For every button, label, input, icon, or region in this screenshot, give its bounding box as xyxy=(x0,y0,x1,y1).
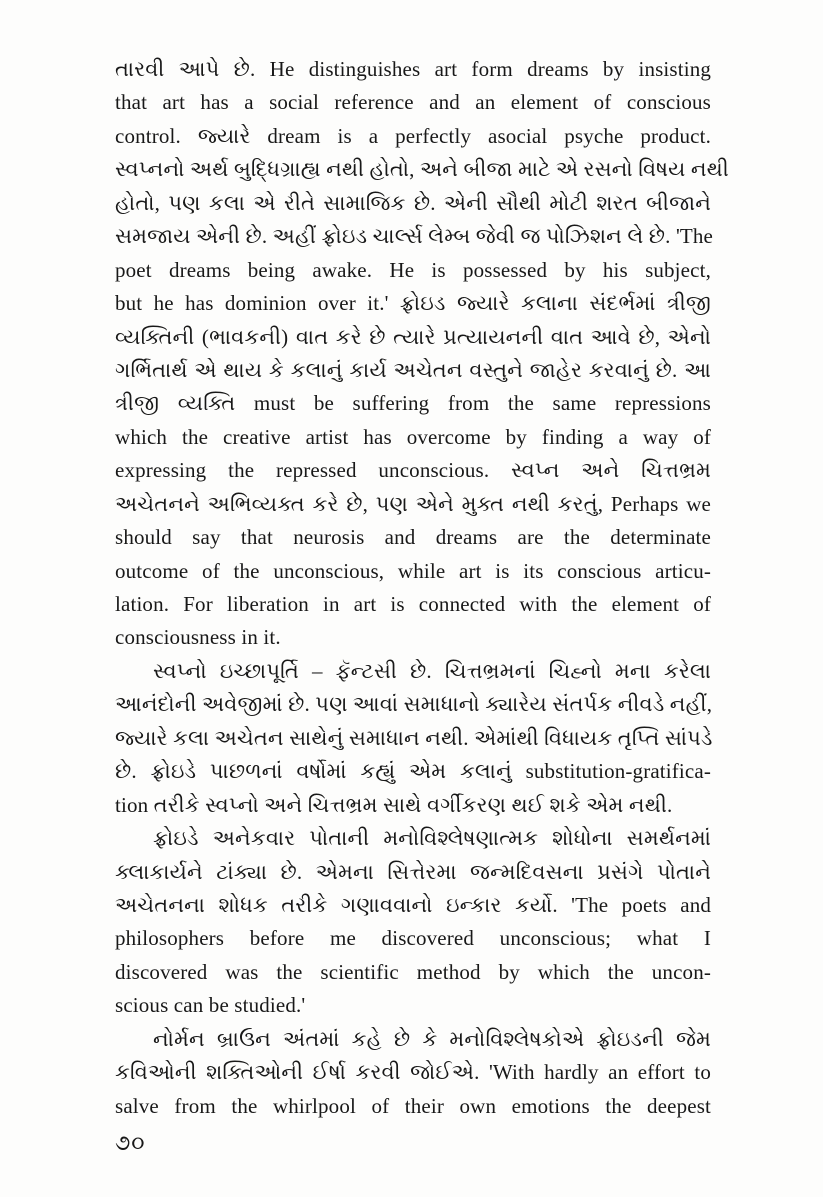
text-line: expressing the repressed unconscious. સ્વપ્ન અને ચિત્તભ્રમ xyxy=(115,458,711,483)
text-line: સ્વપ્નનો અર્થ બુદ્ધિગ્રાહ્ય નથી હોતો, અને બીજા માટે એ રસનો વિષય નથી xyxy=(115,157,729,182)
text-line: lation. For liberation in art is connected with the element of xyxy=(115,592,711,616)
text-line: salve from the whirlpool of their own emotions the deepest xyxy=(115,1093,711,1118)
text-line: હોતો, પણ કલા એ રીતે સામાજિક છે. એની સૌથી મોટી શરત બીજાને xyxy=(115,190,711,215)
text-line: ત્રીજી વ્યક્તિ must be suffering from the same repressions xyxy=(115,391,711,416)
text-line: should say that neurosis and dreams are the determinate xyxy=(115,525,711,550)
text-line: સમજાય એની છે. અહીં ફ્રોઇડ ચાર્લ્સ લેમ્બ જેવી જ પોઝિશન લે છે. 'The xyxy=(115,224,713,249)
text-line: philosophers before me discovered unconscious; what I xyxy=(115,926,711,951)
text-line: આનંદોની અવેજીમાં છે. પણ આવાં સમાધાનો ક્યારેય સંતર્પક નીવડે નહીં, xyxy=(115,692,713,717)
text-line: outcome of the unconscious, while art is its conscious articu- xyxy=(115,558,711,583)
text-line: poet dreams being awake. He is possessed by his subject, xyxy=(115,257,711,282)
text-line: છે. ફ્રોઇડે પાછળનાં વર્ષોમાં કહ્યું એમ કલાનું substitution-gratifica- xyxy=(115,759,711,784)
text-line: વ્યક્તિની (ભાવકની) વાત કરે છે ત્યારે પ્રત્યાયનની વાત આવે છે, એનો xyxy=(115,324,711,349)
text-line: જ્યારે કલા અચેતન સાથેનું સમાધાન નથી. એમાંથી વિધાયક તૃપ્તિ સાંપડે xyxy=(115,725,713,750)
text-line: તારવી આપે છે. He distinguishes art form dreams by insisting xyxy=(115,57,711,81)
text-line: અચેતનના શોધક તરીકે ગણાવવાનો ઇન્કાર કર્યો. 'The poets and xyxy=(115,892,711,917)
text-line: that art has a social reference and an element of conscious xyxy=(115,90,711,115)
text-line: which the creative artist has overcome by finding a way of xyxy=(115,424,711,449)
text-line: અચેતનને અભિવ્યક્ત કરે છે, પણ એને મુક્ત નથી કરતું, Perhaps we xyxy=(115,491,711,516)
text-line-paragraph-end: scious can be studied.' xyxy=(115,993,306,1018)
text-line: કવિઓની શક્તિઓની ઈર્ષા કરવી જોઈએ. 'With hardly an effort to xyxy=(115,1060,711,1085)
text-line: control. જ્યારે dream is a perfectly asocial psyche product. xyxy=(115,123,711,148)
text-line-paragraph-end: consciousness in it. xyxy=(115,625,281,650)
text-line: but he has dominion over it.' ફ્રોઇડ જ્યારે કલાના સંદર્ભમાં ત્રીજી xyxy=(115,291,711,316)
text-line-paragraph-start: સ્વપ્નો ઇચ્છાપૂર્તિ – ફૅન્ટસી છે. ચિત્તભ્રમનાં ચિહ્નો મના કરેલા xyxy=(153,658,711,683)
page-number: ૭૦ xyxy=(115,1130,146,1155)
text-line: ક્લાકાર્યને ટાંક્યા છે. એમના સિત્તેરમા જન્મદિવસના પ્રસંગે પોતાને xyxy=(115,859,711,884)
text-line: ગર્ભિતાર્થ એ થાય કે કલાનું કાર્ય અચેતન વસ્તુને જાહેર કરવાનું છે. આ xyxy=(115,357,711,382)
text-line-paragraph-end: tion તરીકે સ્વપ્નો અને ચિત્તભ્રમ સાથે વર્ગીકરણ થઈ શકે એમ નથી. xyxy=(115,792,673,817)
text-line-paragraph-start: નોર્મન બ્રાઉન અંતમાં કહે છે કે મનોવિશ્લેષકોએ ફ્રોઇડની જેમ xyxy=(153,1026,711,1051)
text-line-paragraph-start: ફ્રોઇડે અનેકવાર પોતાની મનોવિશ્લેષણાત્મક શોધોના સમર્થનમાં xyxy=(153,826,711,851)
text-line: discovered was the scientific method by which the uncon- xyxy=(115,959,711,984)
page-text-block xyxy=(115,53,729,1123)
